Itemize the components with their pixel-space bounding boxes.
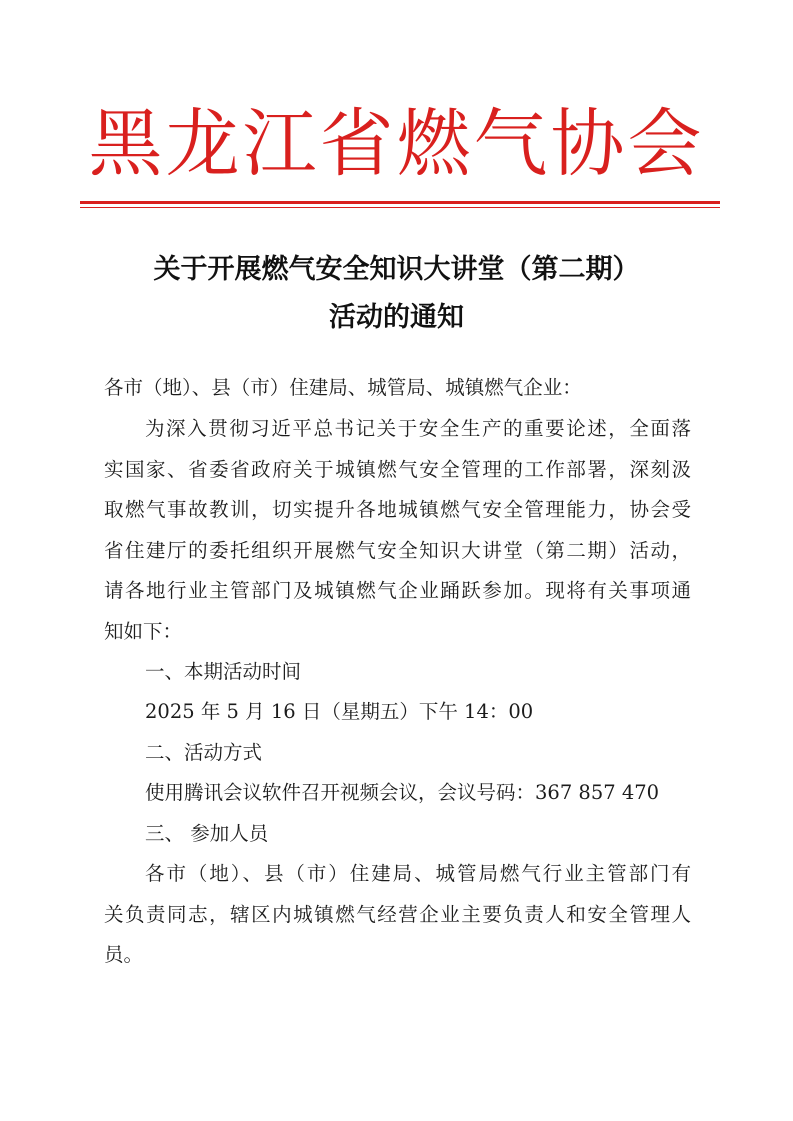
section-3-heading: 三、 参加人员 (145, 822, 269, 845)
intro-line: 请各地行业主管部门及城镇燃气企业踊跃参加。现将有关事项通 (104, 579, 691, 602)
document-title-line-1: 关于开展燃气安全知识大讲堂（第二期） (153, 254, 640, 285)
letterhead-org-name: 黑龙江省燃气协会 (88, 101, 705, 187)
document-title-line-2: 活动的通知 (329, 302, 464, 333)
intro-line: 为深入贯彻习近平总书记关于安全生产的重要论述，全面落 (145, 417, 691, 440)
section-1-heading: 一、本期活动时间 (145, 660, 302, 683)
section-3-line: 关负责同志，辖区内城镇燃气经营企业主要负责人和安全管理人 (104, 903, 691, 926)
intro-line: 取燃气事故教训，切实提升各地城镇燃气安全管理能力，协会受 (104, 498, 691, 521)
document-title (90, 246, 703, 342)
intro-line: 知如下： (104, 620, 183, 643)
section-1-text: 2025 年 5 月 16 日（星期五）下午 14：00 (145, 700, 534, 723)
section-3-line: 员。 (104, 943, 144, 966)
section-3-line: 各市（地）、县（市）住建局、城管局燃气行业主管部门有 (145, 862, 691, 885)
letterhead-rule-thick (80, 201, 720, 204)
section-2-heading: 二、活动方式 (145, 741, 263, 764)
intro-line: 实国家、省委省政府关于城镇燃气安全管理的工作部署，深刻汲 (104, 458, 691, 481)
letterhead-rule-thin (80, 207, 720, 208)
intro-line: 省住建厅的委托组织开展燃气安全知识大讲堂（第二期）活动， (104, 539, 691, 562)
salutation: 各市（地）、县（市）住建局、城管局、城镇燃气企业： (104, 376, 582, 399)
section-2-text: 使用腾讯会议软件召开视频会议，会议号码：367 857 470 (145, 781, 660, 804)
